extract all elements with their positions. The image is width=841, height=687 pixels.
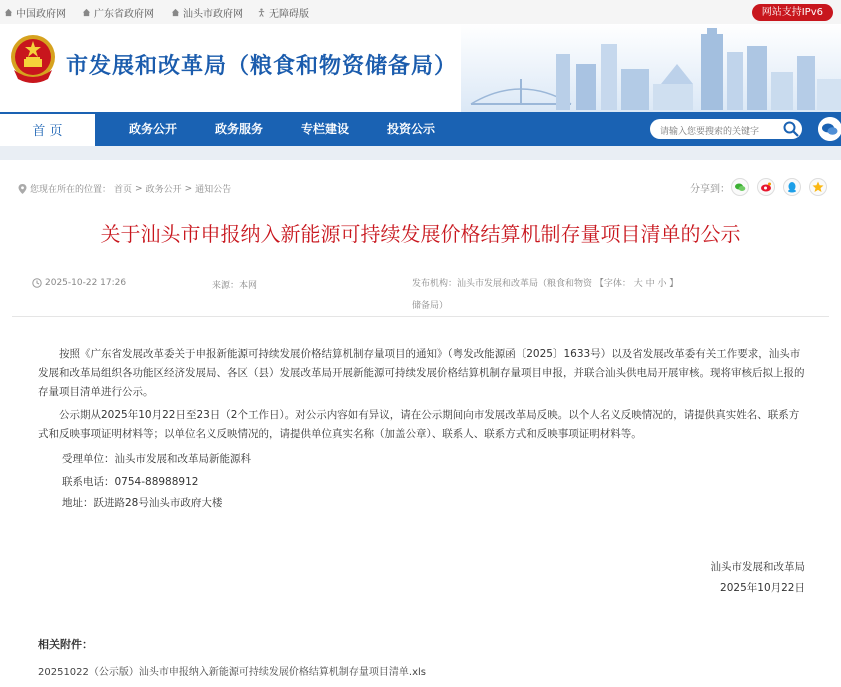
breadcrumb-home[interactable]: 首页 bbox=[114, 185, 133, 195]
breadcrumb bbox=[18, 182, 231, 195]
national-emblem-icon bbox=[8, 32, 58, 86]
gov-link-central[interactable]: 中国政府网 bbox=[4, 5, 66, 20]
article-title: 关于汕头市申报纳入新能源可持续发展价格结算机制存量项目清单的公示 bbox=[100, 222, 741, 246]
signature-date: 2025年10月22日 bbox=[720, 582, 805, 594]
contact-phone: 联系电话：0754-88988912 bbox=[62, 476, 199, 488]
house-icon bbox=[4, 8, 13, 17]
breadcrumb-prefix: 您现在所在的位置： bbox=[30, 185, 112, 195]
house-icon bbox=[171, 8, 180, 17]
search-icon[interactable] bbox=[782, 120, 800, 138]
attachment-link[interactable]: 20251022（公示版）汕头市申报纳入新能源可持续发展价格结算机制存量项目清单.xls bbox=[38, 667, 426, 678]
wechat-icon[interactable] bbox=[818, 117, 841, 141]
accessibility-link[interactable]: 无障碍版 bbox=[257, 5, 309, 20]
wechat-icon bbox=[734, 181, 746, 193]
publisher-info bbox=[412, 273, 712, 317]
article-source: 来源：本网 bbox=[212, 281, 258, 291]
nav-item-investment[interactable]: 投资公示 bbox=[387, 122, 436, 136]
breadcrumb-public-affairs[interactable]: 政务公开 bbox=[145, 185, 182, 195]
article-paragraph-1: 按照《广东省发展改革委关于申报新能源可持续发展价格结算机制存量项目的通知》（粤发改能源函〔2025〕1633号）以及省发展改革委有关工作要求，汕头市发展和改革局组织各功能区经济发展局、各区（县）发展改革局开展新能源可持续发展价格结算机制存量项目申报，并联合汕头供电局开展审核。现将审核后拟上报的存量项目清单进行公示。 bbox=[38, 348, 805, 398]
site-header bbox=[0, 24, 841, 112]
accessibility-icon bbox=[257, 8, 266, 17]
share-qzone-button[interactable] bbox=[809, 178, 827, 196]
clock-icon bbox=[32, 278, 42, 288]
nav-item-public-affairs[interactable]: 政务公开 bbox=[129, 122, 178, 136]
gov-link-shantou[interactable]: 汕头市政府网 bbox=[171, 5, 243, 20]
nav-underbar bbox=[0, 146, 841, 160]
house-icon bbox=[82, 8, 91, 17]
qq-icon bbox=[786, 181, 798, 193]
signature-org: 汕头市发展和改革局 bbox=[710, 561, 805, 573]
breadcrumb-separator: > bbox=[184, 183, 193, 194]
location-pin-icon bbox=[18, 184, 27, 194]
gov-link-guangdong[interactable]: 广东省政府网 bbox=[82, 5, 154, 20]
publish-date bbox=[32, 278, 126, 288]
breadcrumb-separator: > bbox=[135, 183, 143, 194]
share-qq-button[interactable] bbox=[783, 178, 801, 196]
publisher-line-1: 发布机构：汕头市发展和改革局（粮食和物资 【字体： 大 中 小 】 bbox=[412, 279, 679, 289]
weibo-icon bbox=[760, 181, 772, 193]
breadcrumb-notices[interactable]: 通知公告 bbox=[195, 185, 232, 195]
city-skyline-banner bbox=[461, 24, 841, 112]
publisher-line-2: 储备局） bbox=[412, 301, 449, 311]
ipv6-badge: 网站支持IPv6 bbox=[752, 4, 833, 21]
meta-divider bbox=[12, 316, 829, 317]
search-input[interactable] bbox=[650, 122, 780, 142]
share-wechat-button[interactable] bbox=[731, 178, 749, 196]
contact-address: 地址：跃进路28号汕头市政府大楼 bbox=[62, 497, 223, 509]
site-title: 市发展和改革局（粮食和物资储备局） bbox=[66, 54, 458, 79]
main-nav bbox=[0, 112, 841, 146]
contact-unit: 受理单位：汕头市发展和改革局新能源科 bbox=[62, 453, 251, 465]
top-bar bbox=[0, 0, 841, 24]
search-box bbox=[650, 119, 802, 139]
qzone-icon bbox=[812, 181, 824, 193]
nav-home[interactable]: 首 页 bbox=[0, 112, 95, 148]
share-weibo-button[interactable] bbox=[757, 178, 775, 196]
share-label: 分享到： bbox=[690, 184, 730, 195]
article-paragraph-2: 公示期从2025年10月22日至23日（2个工作日）。对公示内容如有异议，请在公示期间向市发展改革局反映。以个人名义反映情况的，请提供真实姓名、联系方式和反映事项证明材料等；以单位名义反映情况的，请提供单位真实名称（加盖公章）、联系人、联系方式和反映事项证明材料等。 bbox=[38, 409, 800, 440]
publish-date-text: 2025-10-22 17:26 bbox=[45, 278, 127, 288]
attachments-heading: 相关附件： bbox=[38, 638, 93, 651]
nav-item-special-columns[interactable]: 专栏建设 bbox=[301, 122, 350, 136]
nav-item-services[interactable]: 政务服务 bbox=[215, 122, 264, 136]
